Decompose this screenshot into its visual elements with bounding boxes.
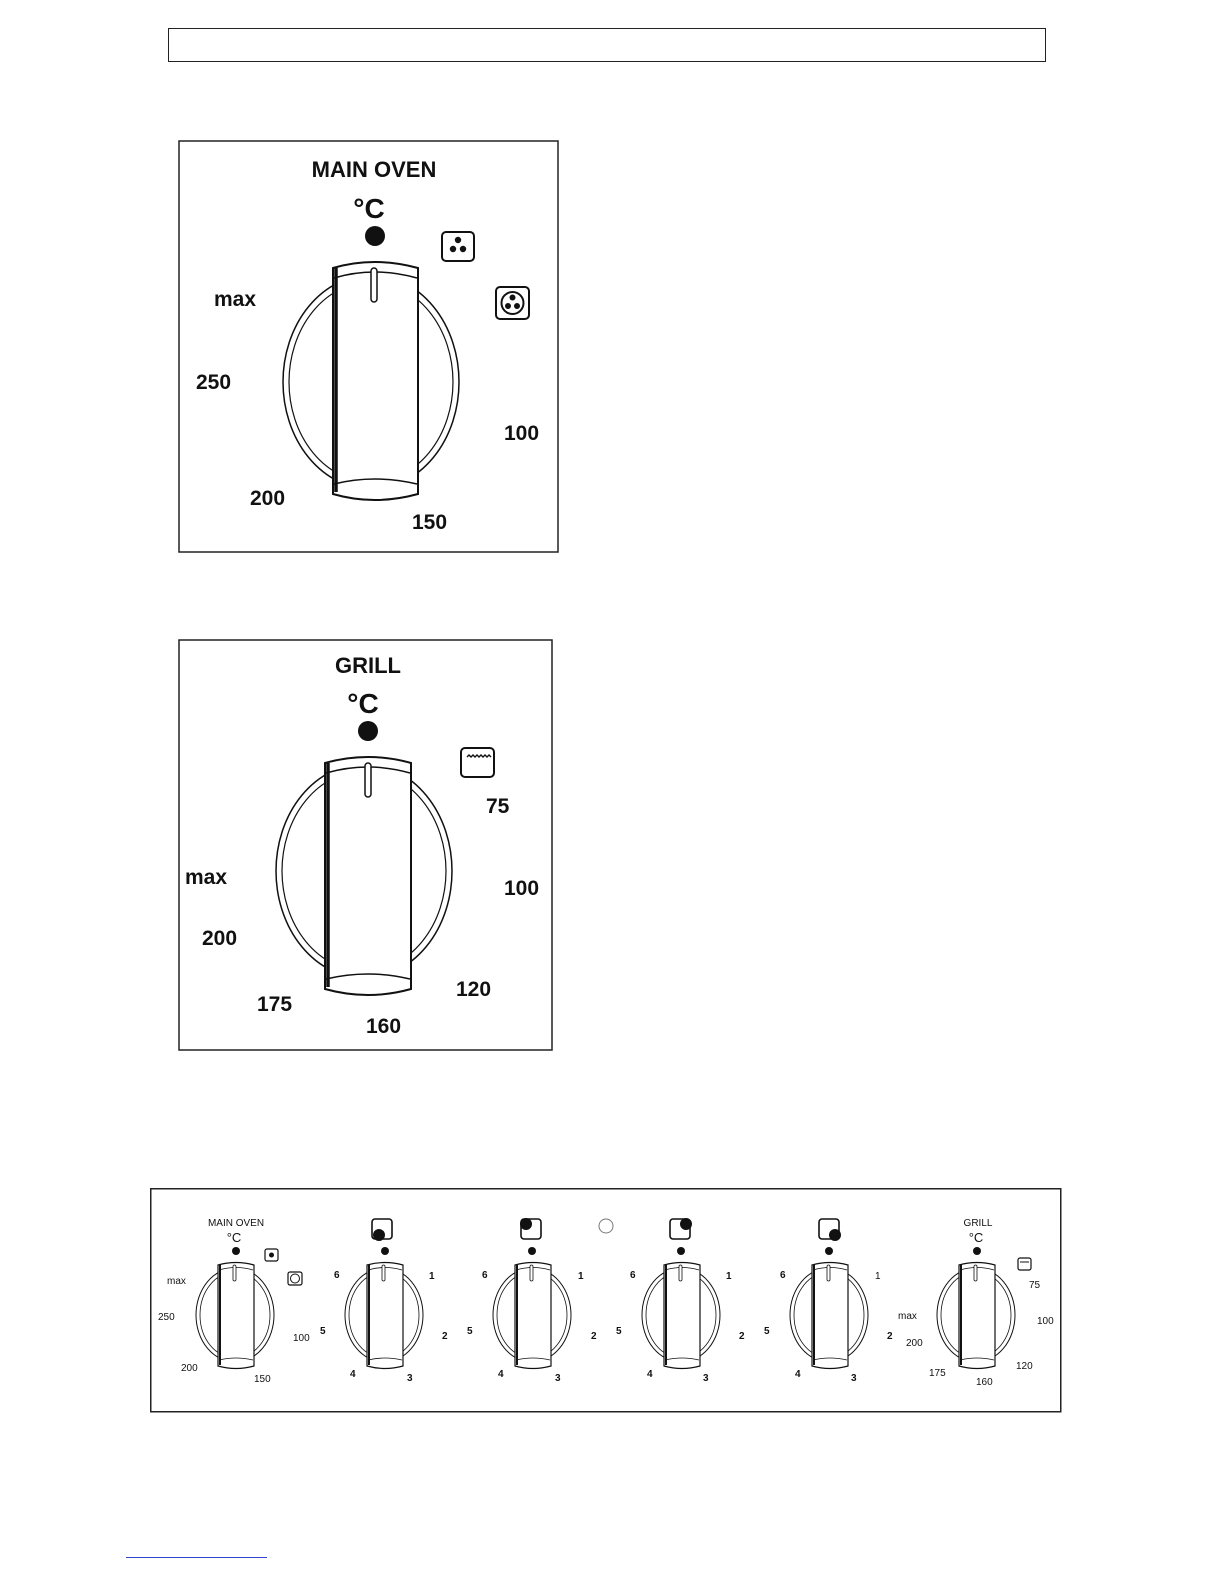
pointer-dot [677, 1247, 685, 1255]
footer-link-line[interactable] [126, 1557, 267, 1558]
panel-title: GRILL [335, 653, 401, 678]
power-label-3: 3 [851, 1373, 857, 1384]
rear-left-zone-icon [372, 1219, 392, 1241]
scale-label-max: max [214, 288, 257, 311]
power-label-1: 1 [429, 1271, 435, 1282]
indicator-lamp [599, 1219, 613, 1233]
power-label-4: 4 [647, 1369, 653, 1380]
rear-right-zone-icon [670, 1218, 692, 1239]
power-label-2: 2 [442, 1331, 448, 1342]
power-label-6: 6 [482, 1270, 488, 1281]
power-label-1: 1 [726, 1271, 732, 1282]
power-label-5: 5 [467, 1326, 473, 1337]
fan-defrost-icon [442, 232, 474, 261]
power-label-4: 4 [795, 1369, 801, 1380]
scale-label-120: 120 [456, 978, 492, 1001]
pointer-dot [358, 721, 378, 741]
scale-label-160: 160 [976, 1377, 993, 1388]
scale-label-150: 150 [254, 1374, 271, 1385]
scale-label-100: 100 [1037, 1316, 1054, 1327]
power-label-4: 4 [350, 1369, 356, 1380]
scale-label-75: 75 [486, 795, 510, 818]
pointer-dot [232, 1247, 240, 1255]
power-label-3: 3 [407, 1373, 413, 1384]
knob-indicator [371, 268, 377, 302]
power-label-1: 1 [875, 1271, 881, 1282]
power-label-3: 3 [555, 1373, 561, 1384]
pointer-dot [825, 1247, 833, 1255]
panel-title: GRILL [963, 1218, 993, 1229]
scale-label-250: 250 [158, 1312, 175, 1323]
power-label-5: 5 [616, 1326, 622, 1337]
scale-label-100: 100 [504, 422, 540, 445]
scale-label-100: 100 [504, 877, 540, 900]
power-label-2: 2 [887, 1331, 893, 1342]
grill-icon [461, 748, 494, 777]
panel-title: MAIN OVEN [311, 157, 437, 182]
power-label-6: 6 [334, 1270, 340, 1281]
scale-label-max: max [167, 1276, 186, 1287]
control-panel [150, 1188, 1062, 1414]
front-right-zone-icon [819, 1219, 841, 1241]
scale-label-200: 200 [202, 927, 238, 950]
power-label-6: 6 [630, 1270, 636, 1281]
scale-label-200: 200 [250, 487, 286, 510]
scale-label-160: 160 [366, 1015, 402, 1038]
power-label-2: 2 [739, 1331, 745, 1342]
fan-oven-icon [288, 1272, 302, 1285]
scale-label-max: max [185, 866, 228, 889]
scale-label-175: 175 [257, 993, 293, 1016]
unit-label: °C [968, 1230, 984, 1245]
grill-panel [178, 639, 554, 1052]
power-label-2: 2 [591, 1331, 597, 1342]
scale-label-175: 175 [929, 1368, 946, 1379]
power-label-1: 1 [578, 1271, 584, 1282]
scale-label-250: 250 [196, 371, 232, 394]
header-box [168, 28, 1046, 62]
power-label-6: 6 [780, 1270, 786, 1281]
scale-label-150: 150 [412, 511, 448, 534]
scale-label-100: 100 [293, 1333, 310, 1344]
scale-label-75: 75 [1029, 1280, 1041, 1291]
unit-label: °C [347, 688, 379, 719]
unit-label: °C [226, 1230, 242, 1245]
power-label-5: 5 [764, 1326, 770, 1337]
fan-oven-icon [496, 287, 529, 319]
scale-label-max: max [898, 1311, 917, 1322]
main-oven-panel [178, 140, 560, 554]
unit-label: °C [353, 193, 385, 224]
pointer-dot [365, 226, 385, 246]
power-label-3: 3 [703, 1373, 709, 1384]
scale-label-200: 200 [181, 1363, 198, 1374]
scale-label-120: 120 [1016, 1361, 1033, 1372]
front-left-zone-icon [520, 1218, 541, 1239]
panel-title: MAIN OVEN [207, 1218, 265, 1229]
power-label-4: 4 [498, 1369, 504, 1380]
scale-label-200: 200 [906, 1338, 923, 1349]
power-label-5: 5 [320, 1326, 326, 1337]
knob-indicator [365, 763, 371, 797]
pointer-dot [973, 1247, 981, 1255]
grill-icon [1018, 1258, 1031, 1270]
pointer-dot [381, 1247, 389, 1255]
pointer-dot [528, 1247, 536, 1255]
fan-defrost-icon [265, 1249, 278, 1261]
